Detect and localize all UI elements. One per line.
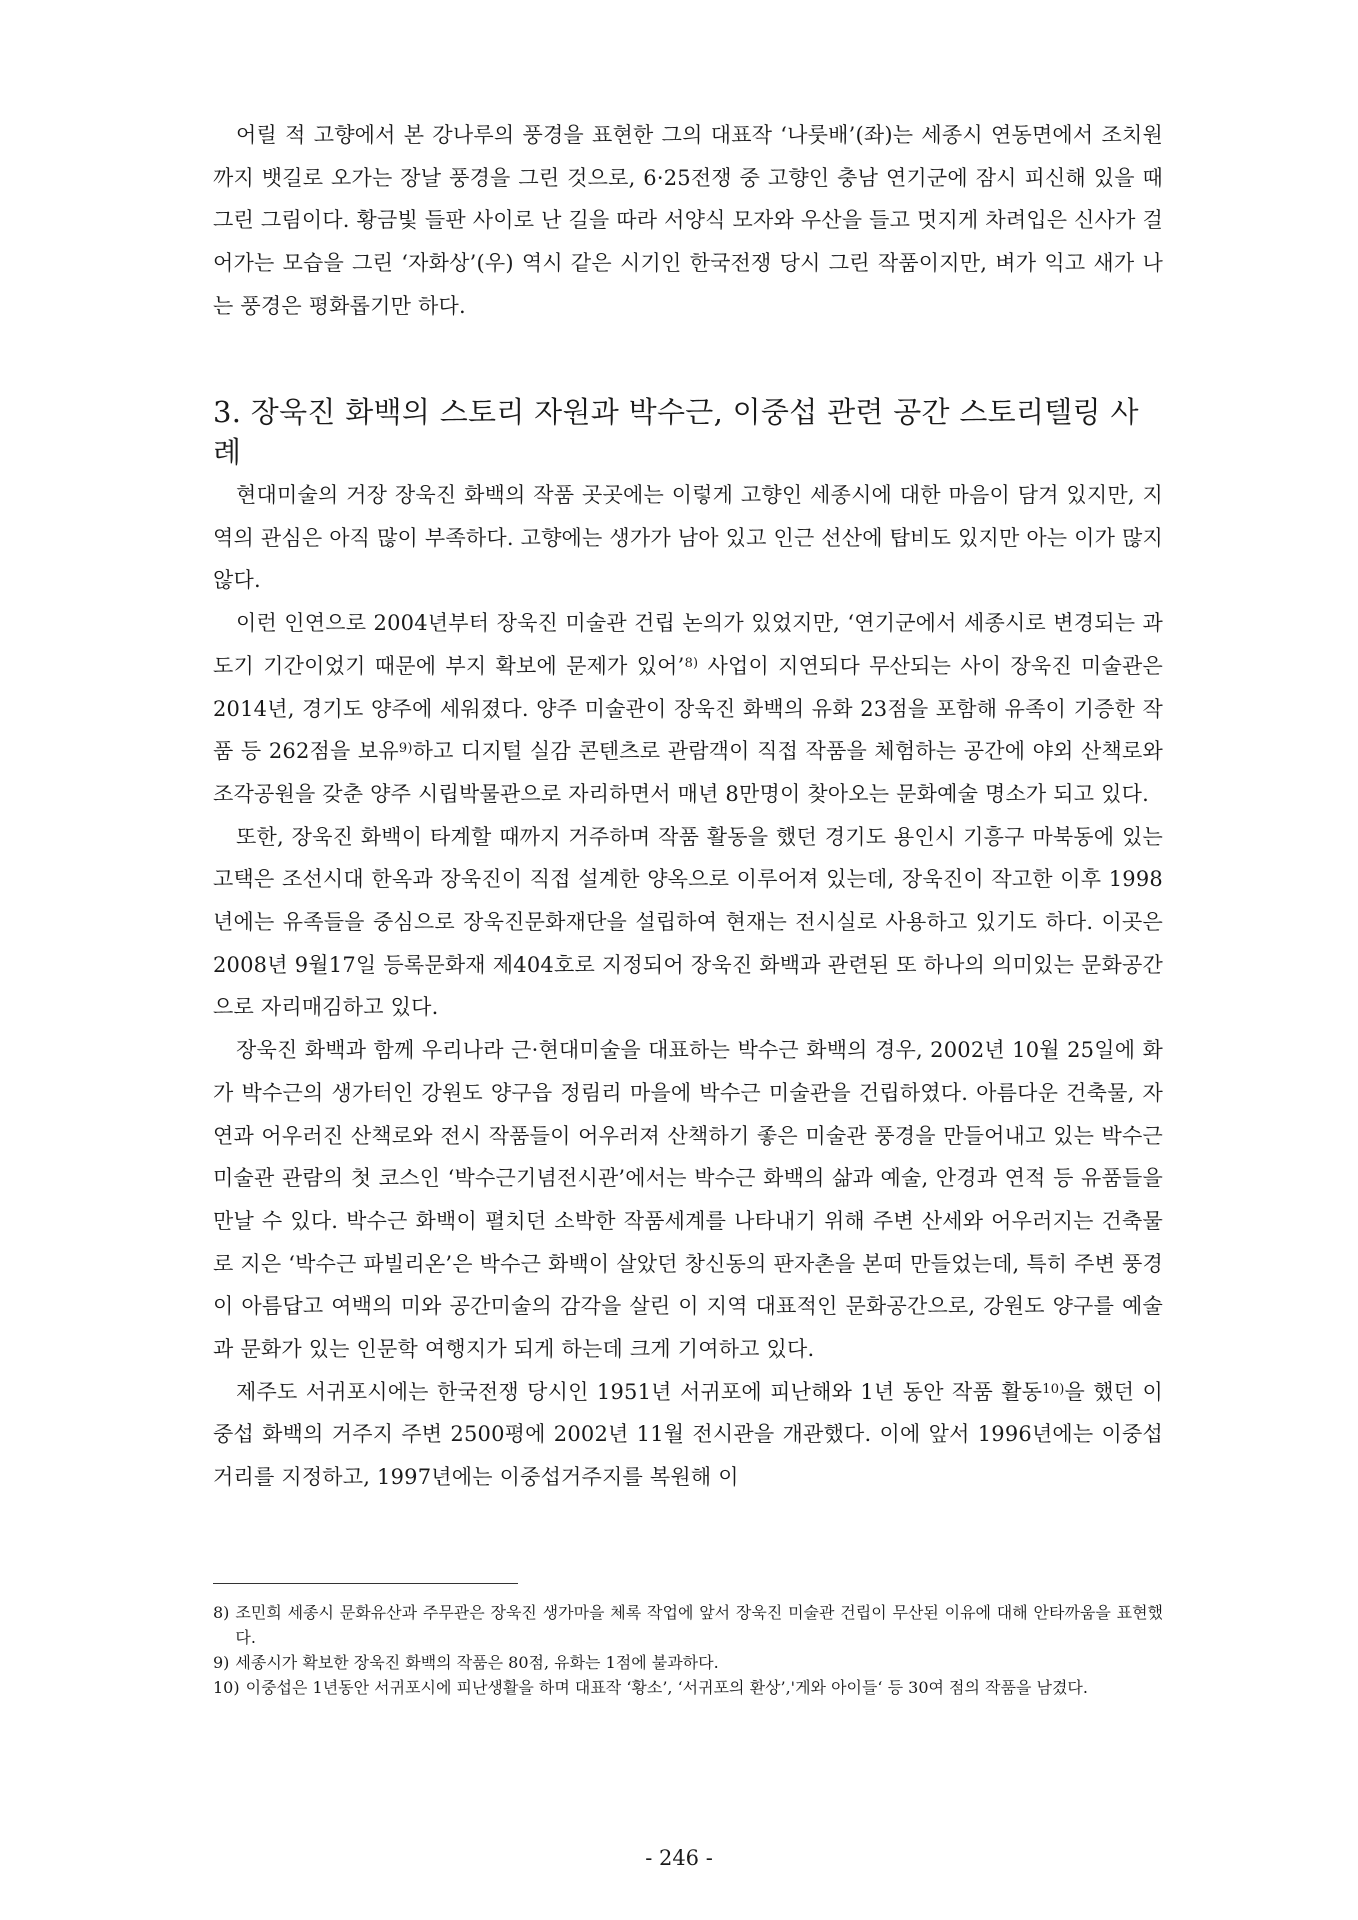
paragraph-5-part-a: 제주도 서귀포시에는 한국전쟁 당시인 1951년 서귀포에 피난해와 1년 동안 작품 활동 bbox=[236, 1379, 1043, 1404]
page-number: - 246 - bbox=[645, 1846, 713, 1870]
footnote-9 bbox=[213, 1650, 1163, 1675]
section-heading: 3. 장욱진 화백의 스토리 자원과 박수근, 이중섭 관련 공간 스토리텔링 사례 bbox=[213, 395, 1139, 469]
paragraph-2-part-a: 이런 인연으로 2004년부터 장욱진 미술관 건립 논의가 있었지만, ‘연기군에서 세종시로 변경되는 과도기 기간이었기 때문에 부지 확보에 문제가 있어’ bbox=[213, 611, 1163, 678]
paragraph-3: 또한, 장욱진 화백이 타계할 때까지 거주하며 작품 활동을 했던 경기도 용인시 기흥구 마북동에 있는 고택은 조선시대 한옥과 장욱진이 직접 설계한 양옥으로 이루어져 있는데, 장욱진이 작고한 이후 1998년에는 유족들을 중심으로 장욱진문화재단을 설립하여 현재는 전시실로 사용하고 있기도 하다. 이곳은 2008년 9월17일 등록문화재 제404호로 지정되어 장욱진 화백과 관련된 또 하나의 의미있는 문화공간으로 자리매김하고 있다. bbox=[213, 824, 1163, 1020]
footnote-text: 세종시가 확보한 장욱진 화백의 작품은 80점, 유화는 1점에 불과하다. bbox=[235, 1653, 719, 1672]
footnote-list bbox=[213, 1600, 1163, 1700]
paragraph-5-part-b: 을 했던 이중섭 화백의 거주지 주변 2500평에 2002년 11월 전시관을 개관했다. 이에 앞서 1996년에는 이중섭거리를 지정하고, 1997년에는 이중섭거주지를 복원해 이 bbox=[213, 1379, 1163, 1490]
body-paragraphs bbox=[213, 474, 1163, 1499]
paragraph-5 bbox=[213, 1371, 1163, 1499]
footnote-number: 10) bbox=[213, 1678, 240, 1697]
footnote-10 bbox=[213, 1675, 1163, 1700]
paragraph-2-part-c: 하고 디지털 실감 콘텐츠로 관람객이 직접 작품을 체험하는 공간에 야외 산책로와 조각공원을 갖춘 양주 시립박물관으로 자리하면서 매년 8만명이 찾아오는 문화예술 명소가 되고 있다. bbox=[213, 739, 1163, 806]
footnote-8 bbox=[213, 1600, 1163, 1650]
paragraph-2-part-b: 사업이 지연되다 무산되는 사이 장욱진 미술관은 2014년, 경기도 양주에 세워졌다. 양주 미술관이 장욱진 화백의 유화 23점을 포함해 유족이 기증한 작품 등 262점을 보유 bbox=[213, 653, 1163, 764]
footnote-text: 이중섭은 1년동안 서귀포시에 피난생활을 하며 대표작 ‘황소’, ‘서귀포의 환상’,'게와 아이들‘ 등 30여 점의 작품을 남겼다. bbox=[245, 1678, 1088, 1697]
paragraph-1: 현대미술의 거장 장욱진 화백의 작품 곳곳에는 이렇게 고향인 세종시에 대한 마음이 담겨 있지만, 지역의 관심은 아직 많이 부족하다. 고향에는 생가가 남아 있고 인근 선산에 탑비도 있지만 아는 이가 많지 않다. bbox=[213, 483, 1163, 593]
footnote-ref-8[interactable]: 8) bbox=[684, 655, 699, 671]
intro-paragraph: 어릴 적 고향에서 본 강나루의 풍경을 표현한 그의 대표작 ‘나룻배’(좌)는 세종시 연동면에서 조치원까지 뱃길로 오가는 장날 풍경을 그린 것으로, 6·25전쟁 중 고향인 충남 연기군에 잠시 피신해 있을 때 그린 그림이다. 황금빛 들판 사이로 난 길을 따라 서양식 모자와 우산을 들고 멋지게 차려입은 신사가 걸어가는 모습을 그린 ‘자화상’(우) 역시 같은 시기인 한국전쟁 당시 그린 작품이지만, 벼가 익고 새가 나는 풍경은 평화롭기만 하다. bbox=[213, 123, 1163, 318]
footnote-ref-10[interactable]: 10) bbox=[1042, 1381, 1065, 1397]
footnote-number: 9) bbox=[213, 1653, 230, 1672]
footnote-ref-9[interactable]: 9) bbox=[398, 741, 413, 757]
paragraph-2 bbox=[213, 602, 1163, 816]
footnote-text: 조민희 세종시 문화유산과 주무관은 장욱진 생가마을 체록 작업에 앞서 장욱진 미술관 건립이 무산된 이유에 대해 안타까움을 표현했다. bbox=[235, 1603, 1163, 1647]
footnote-number: 8) bbox=[213, 1603, 230, 1622]
footnote-divider bbox=[213, 1583, 518, 1584]
paragraph-4: 장욱진 화백과 함께 우리나라 근·현대미술을 대표하는 박수근 화백의 경우, 2002년 10월 25일에 화가 박수근의 생가터인 강원도 양구읍 정림리 마을에 박수근 미술관을 건립하였다. 아름다운 건축물, 자연과 어우러진 산책로와 전시 작품들이 어우러져 산책하기 좋은 미술관 풍경을 만들어내고 있는 박수근 미술관 관람의 첫 코스인 ‘박수근기념전시관’에서는 박수근 화백의 삶과 예술, 안경과 연적 등 유품들을 만날 수 있다. 박수근 화백이 펼치던 소박한 작품세계를 나타내기 위해 주변 산세와 어우러지는 건축물로 지은 ‘박수근 파빌리온’은 박수근 화백이 살았던 창신동의 판자촌을 본떠 만들었는데, 특히 주변 풍경이 아름답고 여백의 미와 공간미술의 감각을 살린 이 지역 대표적인 문화공간으로, 강원도 양구를 예술과 문화가 있는 인문학 여행지가 되게 하는데 크게 기여하고 있다. bbox=[213, 1038, 1163, 1362]
